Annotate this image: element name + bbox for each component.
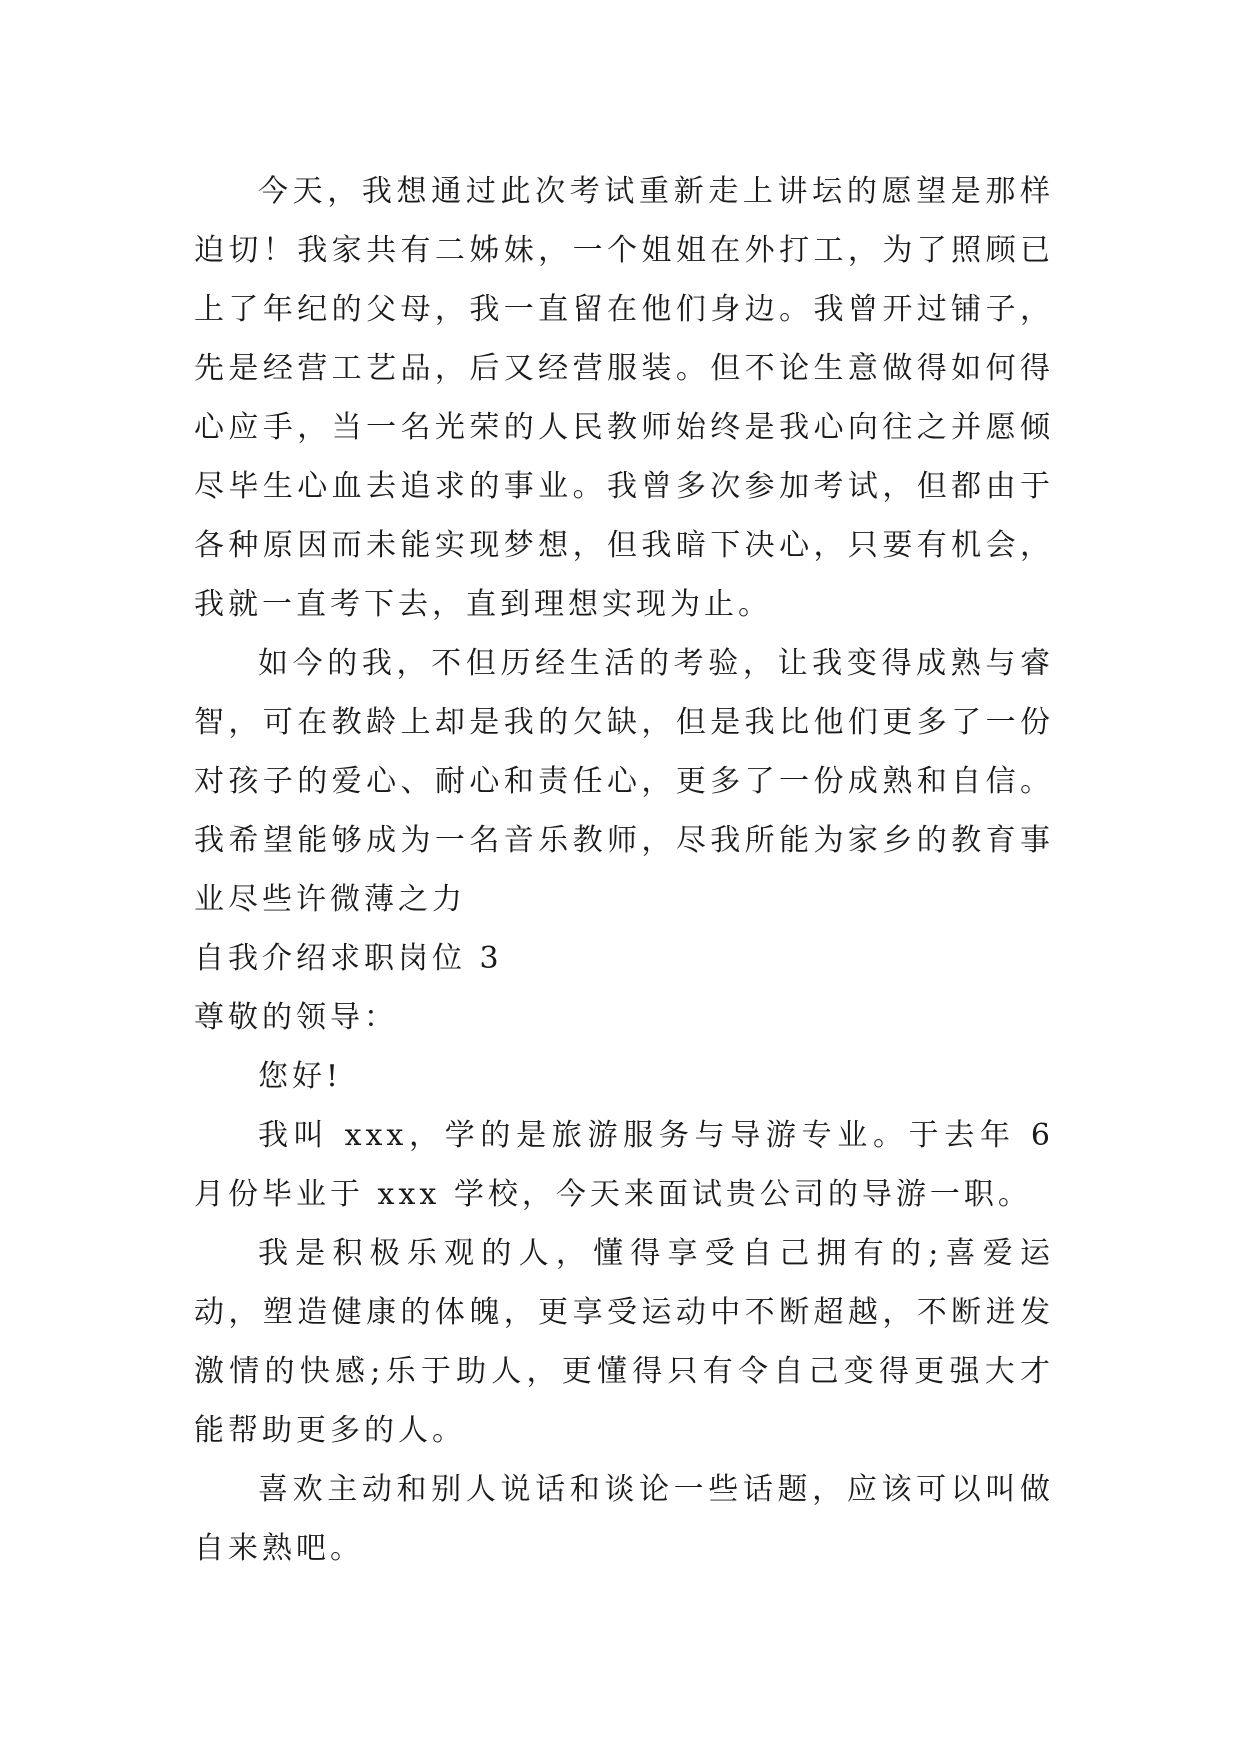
paragraph-introduction: 我叫 xxx，学的是旅游服务与导游专业。于去年 6 月份毕业于 xxx 学校，今天来面试贵公司的导游一职。: [194, 1118, 1054, 1212]
document-body: [194, 162, 1054, 1578]
greeting: 您好!: [258, 1059, 343, 1094]
paragraph-sociable: 喜欢主动和别人说话和谈论一些话题，应该可以叫做自来熟吧。: [194, 1472, 1054, 1566]
paragraph-aspiration: 今天，我想通过此次考试重新走上讲坛的愿望是那样迫切！我家共有二姊妹，一个姐姐在外打工，为了照顾已上了年纪的父母，我一直留在他们身边。我曾开过铺子，先是经营工艺品，后又经营服装。但不论生意做得如何得心应手，当一名光荣的人民教师始终是我心向往之并愿倾尽毕生心血去追求的事业。我曾多次参加考试，但都由于各种原因而未能实现梦想，但我暗下决心，只要有机会，我就一直考下去，直到理想实现为止。: [194, 174, 1054, 622]
paragraph-personality: 我是积极乐观的人，懂得享受自己拥有的;喜爱运动，塑造健康的体魄，更享受运动中不断超越，不断迸发激情的快感;乐于助人，更懂得只有令自己变得更强大才能帮助更多的人。: [194, 1236, 1054, 1448]
paragraph-current-self: 如今的我，不但历经生活的考验，让我变得成熟与睿智，可在教龄上却是我的欠缺，但是我比他们更多了一份对孩子的爱心、耐心和责任心，更多了一份成熟和自信。我希望能够成为一名音乐教师，尽我所能为家乡的教育事业尽些许微薄之力: [194, 646, 1054, 917]
section-title: 自我介绍求职岗位 3: [194, 941, 503, 976]
salutation: 尊敬的领导：: [194, 1000, 398, 1035]
